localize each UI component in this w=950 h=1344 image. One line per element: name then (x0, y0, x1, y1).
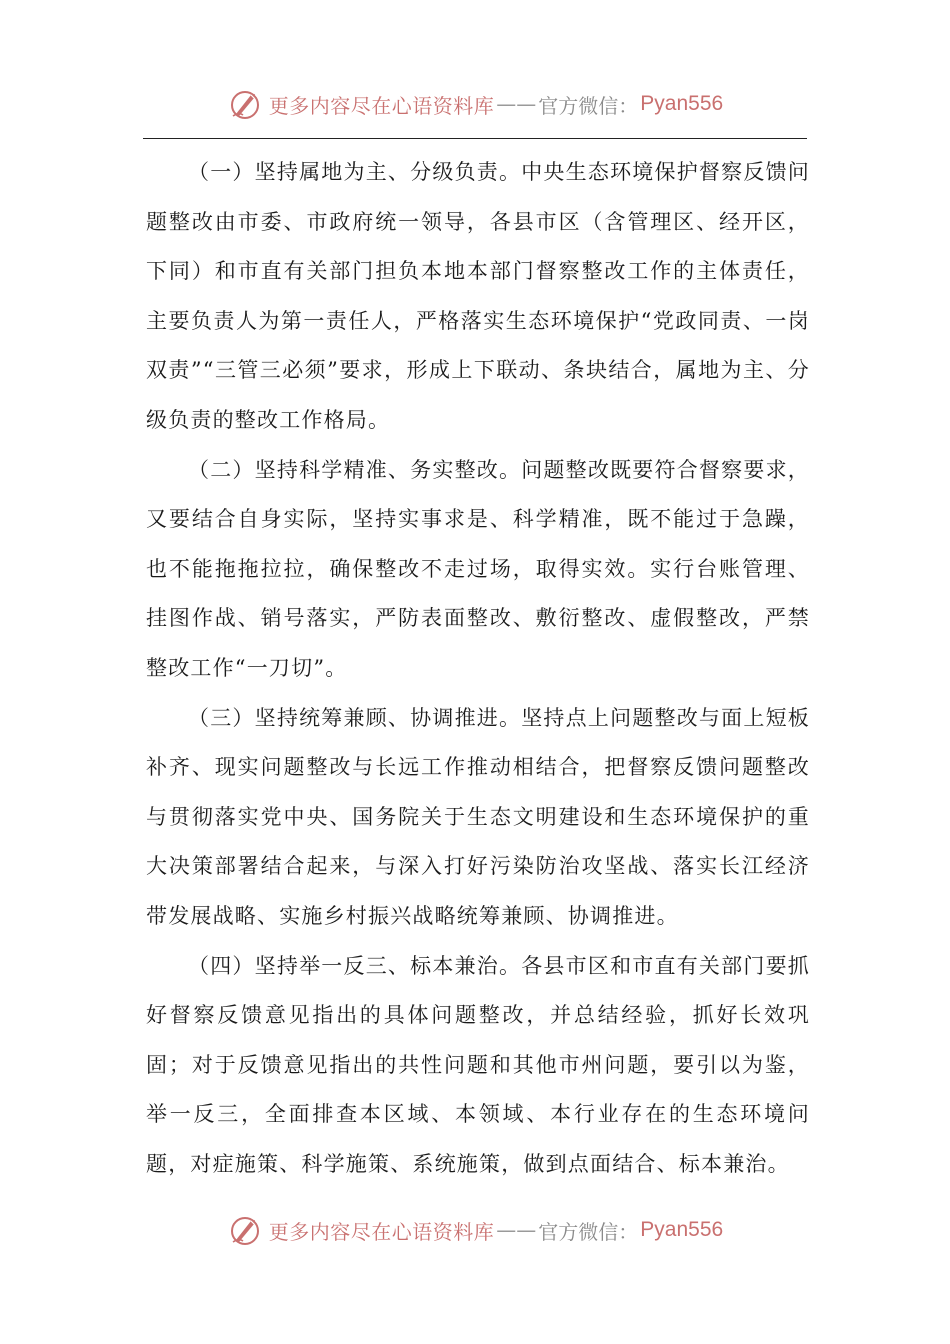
quill-pen-seal-icon (227, 86, 263, 122)
wechat-id: Pyan556 (640, 92, 724, 115)
footer-banner (0, 1210, 950, 1250)
wechat-label: 官方微信： (538, 93, 639, 118)
header-divider (143, 138, 807, 139)
paragraph-2: （二）坚持科学精准、务实整改。问题整改既要符合督察要求，又要结合自身实际，坚持实事求是、科学精准，既不能过于急躁，也不能拖拖拉拉，确保整改不走过场，取得实效。实行台账管理、挂图作战、销号落实，严防表面整改、敷衍整改、虚假整改，严禁整改工作“一刀切”。 (146, 457, 810, 680)
document-body (146, 148, 810, 1189)
paragraph-1: （一）坚持属地为主、分级负责。中央生态环境保护督察反馈问题整改由市委、市政府统一领导，各县市区（含管理区、经开区，下同）和市直有关部门担负本地本部门督察整改工作的主体责任，主要负责人为第一责任人，严格落实生态环境保护“党政同责、一岗双责”“三管三必须”要求，形成上下联动、条块结合，属地为主、分级负责的整改工作格局。 (146, 160, 810, 432)
paragraph-3: （三）坚持统筹兼顾、协调推进。坚持点上问题整改与面上短板补齐、现实问题整改与长远工作推动相结合，把督察反馈问题整改与贯彻落实党中央、国务院关于生态文明建设和生态环境保护的重大决策部署结合起来，与深入打好污染防治攻坚战、落实长江经济带发展战略、实施乡村振兴战略统筹兼顾、协调推进。 (146, 705, 810, 928)
wechat-id: Pyan556 (640, 1218, 724, 1241)
header-banner (0, 84, 950, 124)
banner-separator: —— (496, 92, 537, 116)
banner-title: 更多内容尽在心语资料库 (268, 1219, 495, 1244)
banner-separator: —— (496, 1218, 537, 1242)
quill-pen-seal-icon (227, 1212, 263, 1248)
banner-title: 更多内容尽在心语资料库 (268, 93, 495, 118)
wechat-label: 官方微信： (538, 1219, 639, 1244)
paragraph-4: （四）坚持举一反三、标本兼治。各县市区和市直有关部门要抓好督察反馈意见指出的具体问题整改，并总结经验，抓好长效巩固；对于反馈意见指出的共性问题和其他市州问题，要引以为鉴，举一反三，全面排查本区域、本领域、本行业存在的生态环境问题，对症施策、科学施策、系统施策，做到点面结合、标本兼治。 (146, 953, 810, 1176)
